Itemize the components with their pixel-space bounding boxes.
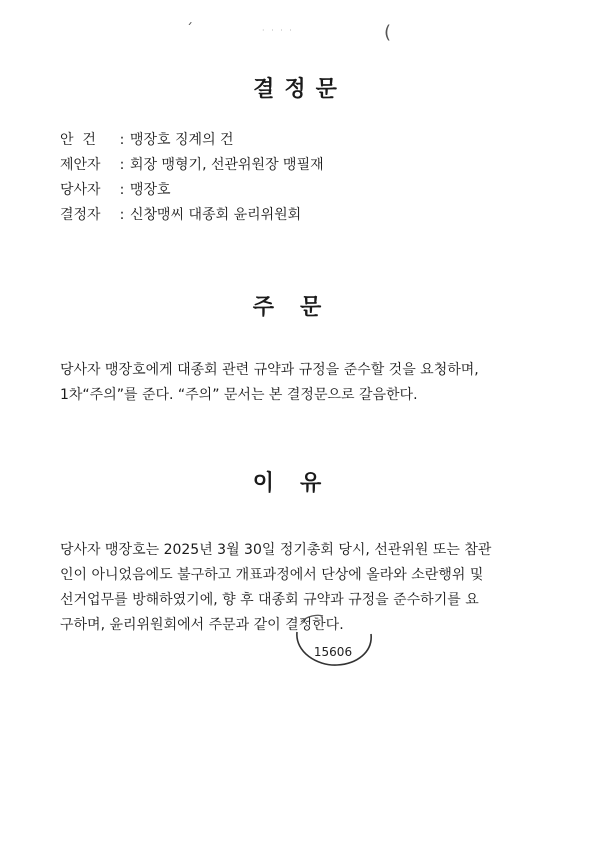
reason-line: 선거업무를 방해하였기에, 향 후 대종회 규약과 규정을 준수하기를 요 (60, 592, 479, 608)
meta-label: 결정자 (60, 207, 101, 223)
meta-label: 제안자 (60, 157, 101, 173)
meta-block (60, 128, 324, 228)
order-line: 당사자 맹장호에게 대종회 관련 규약과 규정을 준수할 것을 요청하며, (60, 362, 479, 378)
stamp-number: 15606 (313, 645, 353, 659)
reason-line: 구하며, 윤리위원회에서 주문과 같이 결정한다. (60, 617, 344, 633)
meta-label: 당사자 (60, 182, 101, 198)
reason-heading: 이유 (252, 470, 348, 496)
stamp-seal (287, 610, 379, 670)
scan-artifact: ˊ (186, 22, 193, 38)
received-stamp (287, 610, 379, 670)
scan-artifact: ( (384, 22, 392, 43)
meta-value: 회장 맹형기, 선관위원장 맹필재 (130, 157, 324, 173)
meta-row-party: 당사자 : 맹장호 (60, 178, 324, 203)
meta-label: 안 건 (60, 132, 96, 148)
document-title: 결정문 (253, 76, 347, 102)
order-paragraph (60, 358, 544, 408)
meta-value: 신창맹씨 대종회 윤리위원회 (130, 207, 302, 223)
order-line: 1차“주의”를 준다. “주의” 문서는 본 결정문으로 갈음한다. (60, 387, 418, 403)
reason-line: 인이 아니었음에도 불구하고 개표과정에서 단상에 올라와 소란행위 및 (60, 567, 484, 583)
meta-row-proposer: 제안자 : 회장 맹형기, 선관위원장 맹필재 (60, 153, 324, 178)
order-heading: 주문 (252, 294, 348, 320)
meta-row-decider: 결정자 : 신창맹씨 대종회 윤리위원회 (60, 203, 324, 228)
scan-artifact: · · · · (262, 26, 294, 35)
meta-value: 맹장호 징계의 건 (130, 132, 234, 148)
meta-row-subject: 안 건 : 맹장호 징계의 건 (60, 128, 324, 153)
reason-line: 당사자 맹장호는 2025년 3월 30일 정기총회 당시, 선관위원 또는 참관 (60, 542, 492, 558)
meta-value: 맹장호 (130, 182, 171, 198)
